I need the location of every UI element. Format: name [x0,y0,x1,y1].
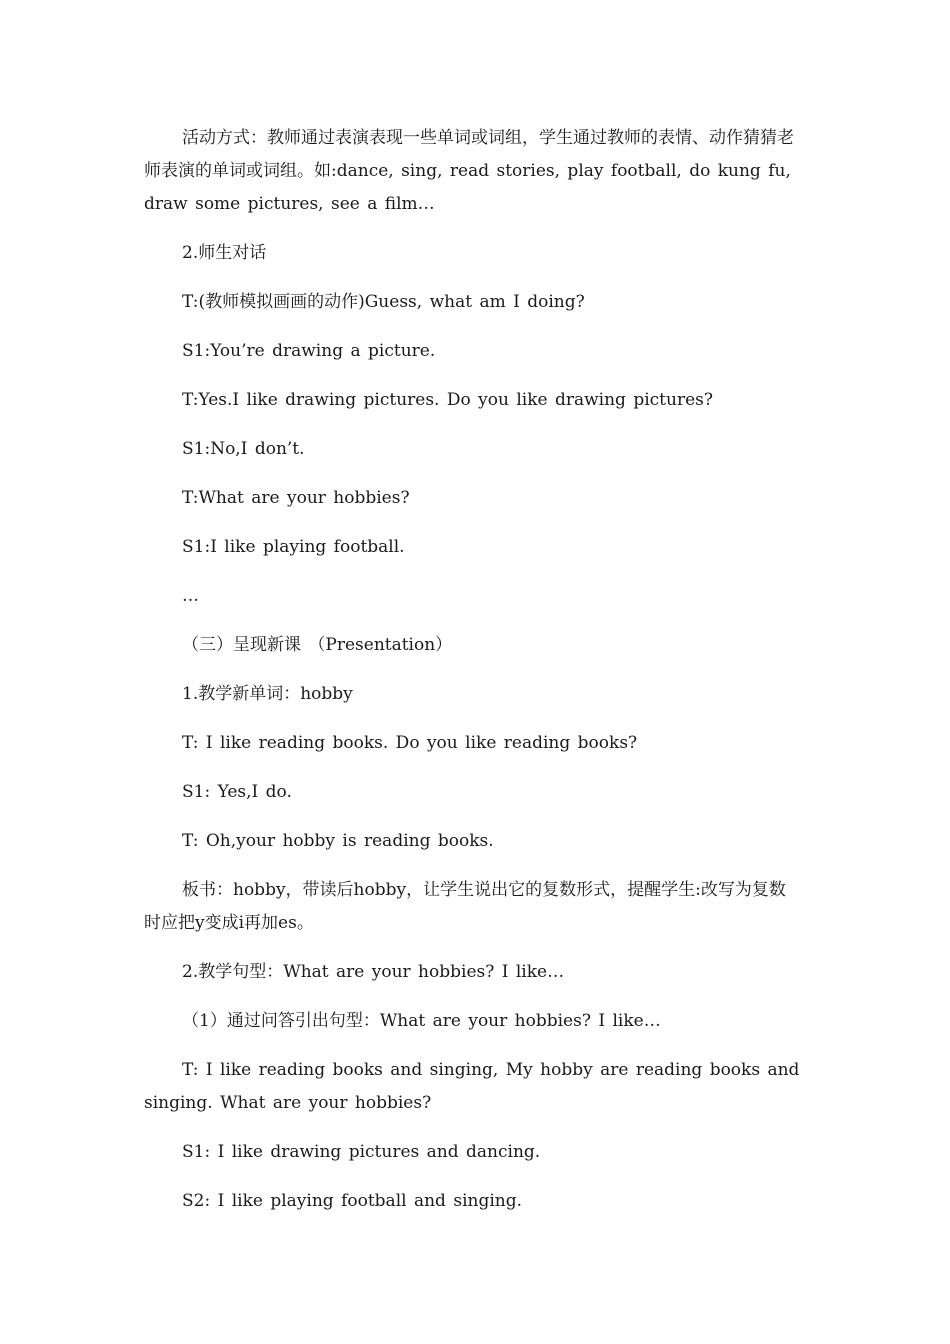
paragraph-dialogue-line: T: I like reading books. Do you like reading books? [182,733,638,753]
section-heading-presentation: （三）呈现新课 （Presentation） [182,635,453,655]
paragraph-dialogue-line: S1: Yes,I do. [182,782,292,802]
paragraph-dialogue-line: T:What are your hobbies? [182,488,410,508]
paragraph-dialogue-line: S2: I like playing football and singing. [182,1191,523,1211]
paragraph-dialogue-line: T:Yes.I like drawing pictures. Do you like drawing pictures? [182,390,713,410]
paragraph-teacher-student-dialogue-heading: 2.师生对话 [182,243,267,263]
paragraph-dialogue-line: T: I like reading books and singing, My hobby are reading books and singing. What are your hobbies? [144,1060,800,1113]
document-body [144,122,800,1234]
paragraph-dialogue-line: T:(教师模拟画画的动作)Guess, what am I doing? [182,292,585,312]
paragraph-sentence-pattern-step: （1）通过问答引出句型：What are your hobbies? I like… [182,1011,661,1031]
paragraph-sentence-pattern-heading: 2.教学句型：What are your hobbies? I like… [182,962,565,982]
paragraph-dialogue-line: T: Oh,your hobby is reading books. [182,831,494,851]
paragraph-activity-method: 活动方式：教师通过表演表现一些单词或词组，学生通过教师的表情、动作猜猜老师表演的单词或词组。如:dance, sing, read stories, play football, do kung fu, draw some pictures, see a film… [144,128,794,214]
paragraph-blackboard-note: 板书：hobby，带读后hobby，让学生说出它的复数形式，提醒学生:改写为复数时应把y变成i再加es。 [144,880,786,933]
paragraph-dialogue-line: S1:I like playing football. [182,537,405,557]
paragraph-dialogue-line: S1:No,I don’t. [182,439,305,459]
paragraph-dialogue-line: S1:You’re drawing a picture. [182,341,436,361]
paragraph-new-word-heading: 1.教学新单词：hobby [182,684,353,704]
paragraph-dialogue-line: S1: I like drawing pictures and dancing. [182,1142,541,1162]
paragraph-ellipsis: … [182,586,199,606]
